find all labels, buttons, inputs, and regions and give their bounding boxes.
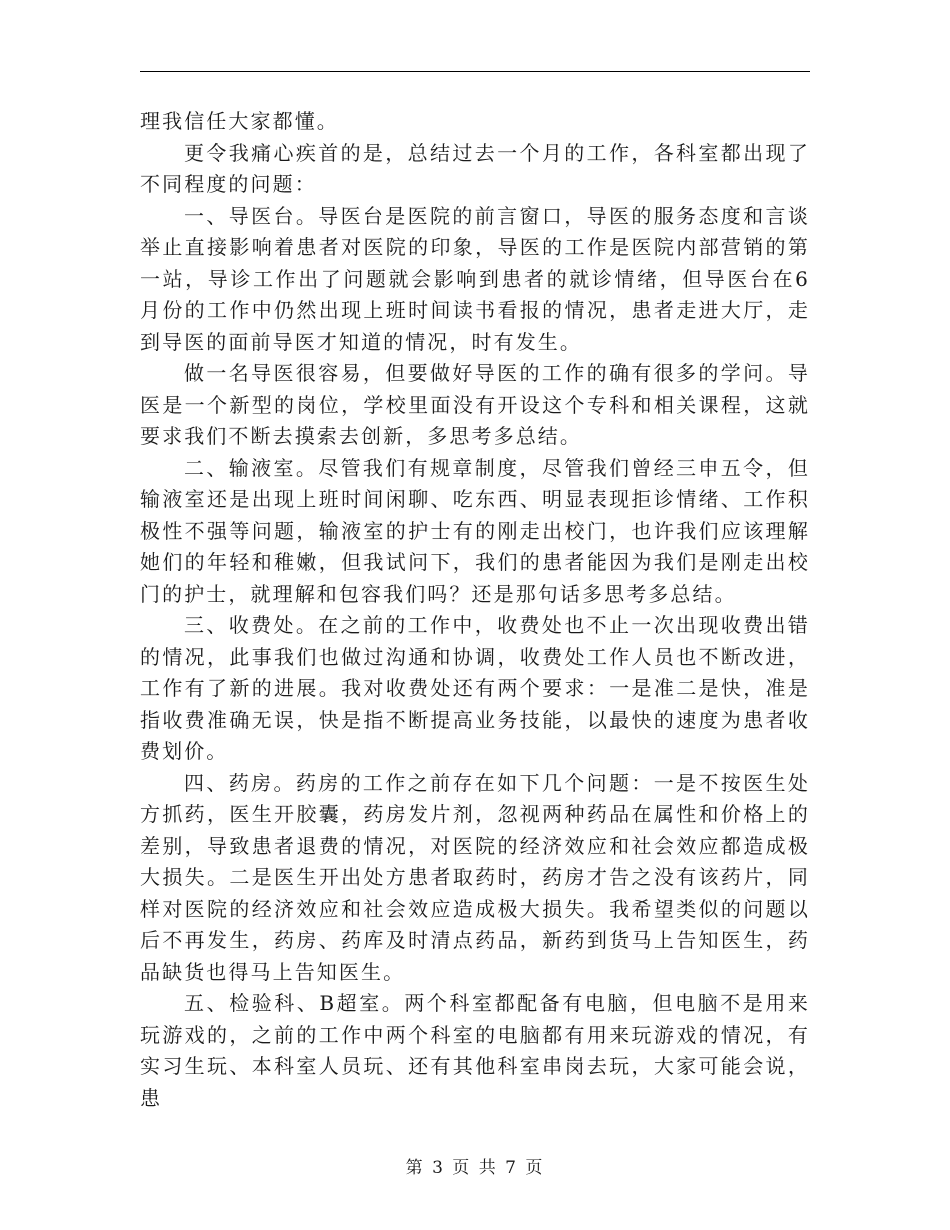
header-rule [140, 71, 810, 72]
paragraph: 更令我痛心疾首的是，总结过去一个月的工作，各科室都出现了不同程度的问题： [140, 140, 810, 196]
page-number-footer: 第 3 页 共 7 页 [405, 1158, 545, 1178]
paragraph: 理我信任大家都懂。 [140, 109, 339, 133]
paragraph-infusion-room: 二、输液室。尽管我们有规章制度，尽管我们曾经三申五令，但输液室还是出现上班时间闲聊、吃东西、明显表现拒诊情绪、工作积极性不强等问题，输液室的护士有的刚走出校门，也许我们应该理解她们的年轻和稚嫩，但我试问下，我们的患者能因为我们是刚走出校门的护士，就理解和包容我们吗？还是那句话多思考多总结。 [140, 455, 810, 606]
paragraph-lab-ultrasound: 五、检验科、B超室。两个科室都配备有电脑，但电脑不是用来玩游戏的，之前的工作中两个科室的电脑都有用来玩游戏的情况，有实习生玩、本科室人员玩、还有其他科室串岗去玩，大家可能会说，患 [140, 991, 810, 1110]
paragraph-guide-desk: 一、导医台。导医台是医院的前言窗口，导医的服务态度和言谈举止直接影响着患者对医院的印象，导医的工作是医院内部营销的第一站，导诊工作出了问题就会影响到患者的就诊情绪，但导医台在6月份的工作中仍然出现上班时间读书看报的情况，患者走进大厅，走到导医的面前导医才知道的情况，时有发生。 [140, 203, 810, 354]
paragraph-pharmacy: 四、药房。药房的工作之前存在如下几个问题：一是不按医生处方抓药，医生开胶囊，药房发片剂，忽视两种药品在属性和价格上的差别，导致患者退费的情况，对医院的经济效应和社会效应都造成极大损失。二是医生开出处方患者取药时，药房才告之没有该药片，同样对医院的经济效应和社会效应造成极大损失。我希望类似的问题以后不再发生，药房、药库及时清点药品，新药到货马上告知医生，药品缺货也得马上告知医生。 [140, 770, 810, 984]
document-body [140, 106, 810, 1114]
paragraph-cashier: 三、收费处。在之前的工作中，收费处也不止一次出现收费出错的情况，此事我们也做过沟通和协调，收费处工作人员也不断改进，工作有了新的进展。我对收费处还有两个要求：一是准二是快，准是指收费准确无误，快是指不断提高业务技能，以最快的速度为患者收费划价。 [140, 613, 810, 763]
paragraph: 做一名导医很容易，但要做好导医的工作的确有很多的学问。导医是一个新型的岗位，学校里面没有开设这个专科和相关课程，这就要求我们不断去摸索去创新，多思考多总结。 [140, 361, 810, 448]
